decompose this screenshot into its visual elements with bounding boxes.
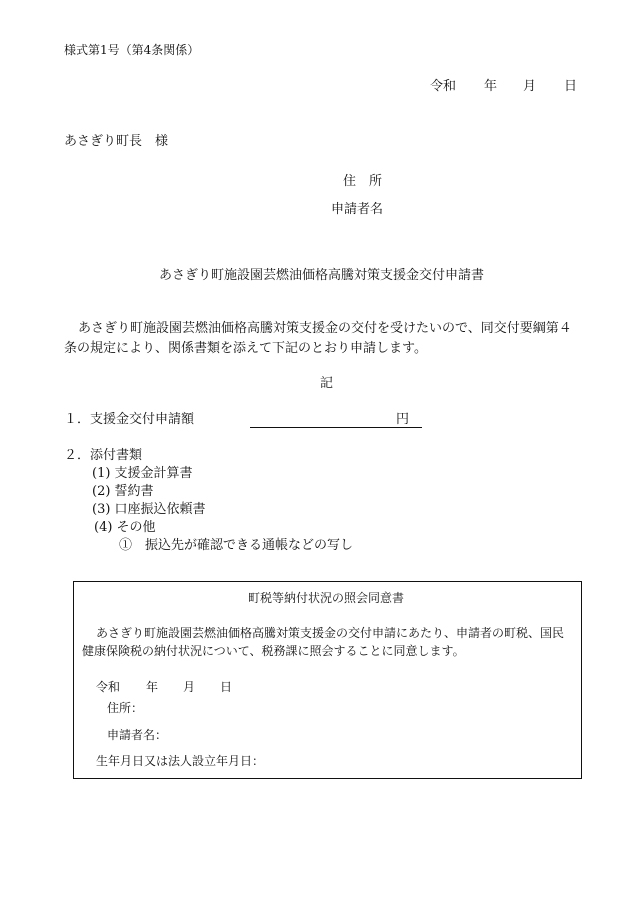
ki-heading: 記 bbox=[320, 376, 334, 391]
body-line-2: 条の規定により、関係書類を添えて下記のとおり申請します。 bbox=[64, 341, 427, 356]
consent-name-label: 申請者名： bbox=[107, 728, 168, 742]
document-title: あさぎり町施設園芸燃油価格高騰対策支援金交付申請書 bbox=[159, 268, 485, 283]
addressee: あさぎり町長 様 bbox=[64, 134, 169, 149]
consent-date-day: 日 bbox=[220, 680, 233, 694]
consent-title: 町税等納付状況の照会同意書 bbox=[248, 591, 405, 605]
date-day: 日 bbox=[564, 79, 578, 94]
attached-doc-1: (1) 支援金計算書 bbox=[92, 466, 193, 481]
consent-date-month: 月 bbox=[183, 680, 196, 694]
attached-doc-3: (3) 口座振込依頼書 bbox=[92, 502, 206, 517]
attached-doc-4-sub: ① 振込先が確認できる通帳などの写し bbox=[119, 538, 354, 553]
consent-text-line-1: あさぎり町施設園芸燃油価格高騰対策支援金の交付申請にあたり、申請者の町税、国民 bbox=[96, 626, 565, 640]
body-line-1: あさぎり町施設園芸燃油価格高騰対策支援金の交付を受けたいので、同交付要綱第４ bbox=[78, 321, 572, 336]
form-number: 様式第1号（第4条関係） bbox=[64, 43, 200, 57]
date-era: 令和 bbox=[430, 79, 457, 94]
consent-text-line-2: 健康保険税の納付状況について、税務課に照会することに同意します。 bbox=[82, 644, 465, 658]
item2-label: ２．添付書類 bbox=[64, 448, 143, 463]
item1-label: １．支援金交付申請額 bbox=[64, 412, 195, 427]
consent-birth-label: 生年月日又は法人設立年月日： bbox=[96, 754, 265, 768]
date-month: 月 bbox=[523, 79, 537, 94]
attached-doc-2: (2) 誓約書 bbox=[92, 484, 154, 499]
amount-underline bbox=[250, 427, 422, 428]
date-year: 年 bbox=[484, 79, 498, 94]
consent-address-label: 住所： bbox=[107, 701, 144, 715]
amount-unit: 円 bbox=[396, 412, 410, 427]
applicant-name-label: 申請者名 bbox=[331, 202, 384, 217]
consent-date-year: 年 bbox=[146, 680, 159, 694]
attached-doc-4: (4) その他 bbox=[94, 520, 156, 535]
applicant-address-label: 住 所 bbox=[343, 174, 383, 189]
consent-date-era: 令和 bbox=[96, 680, 121, 694]
